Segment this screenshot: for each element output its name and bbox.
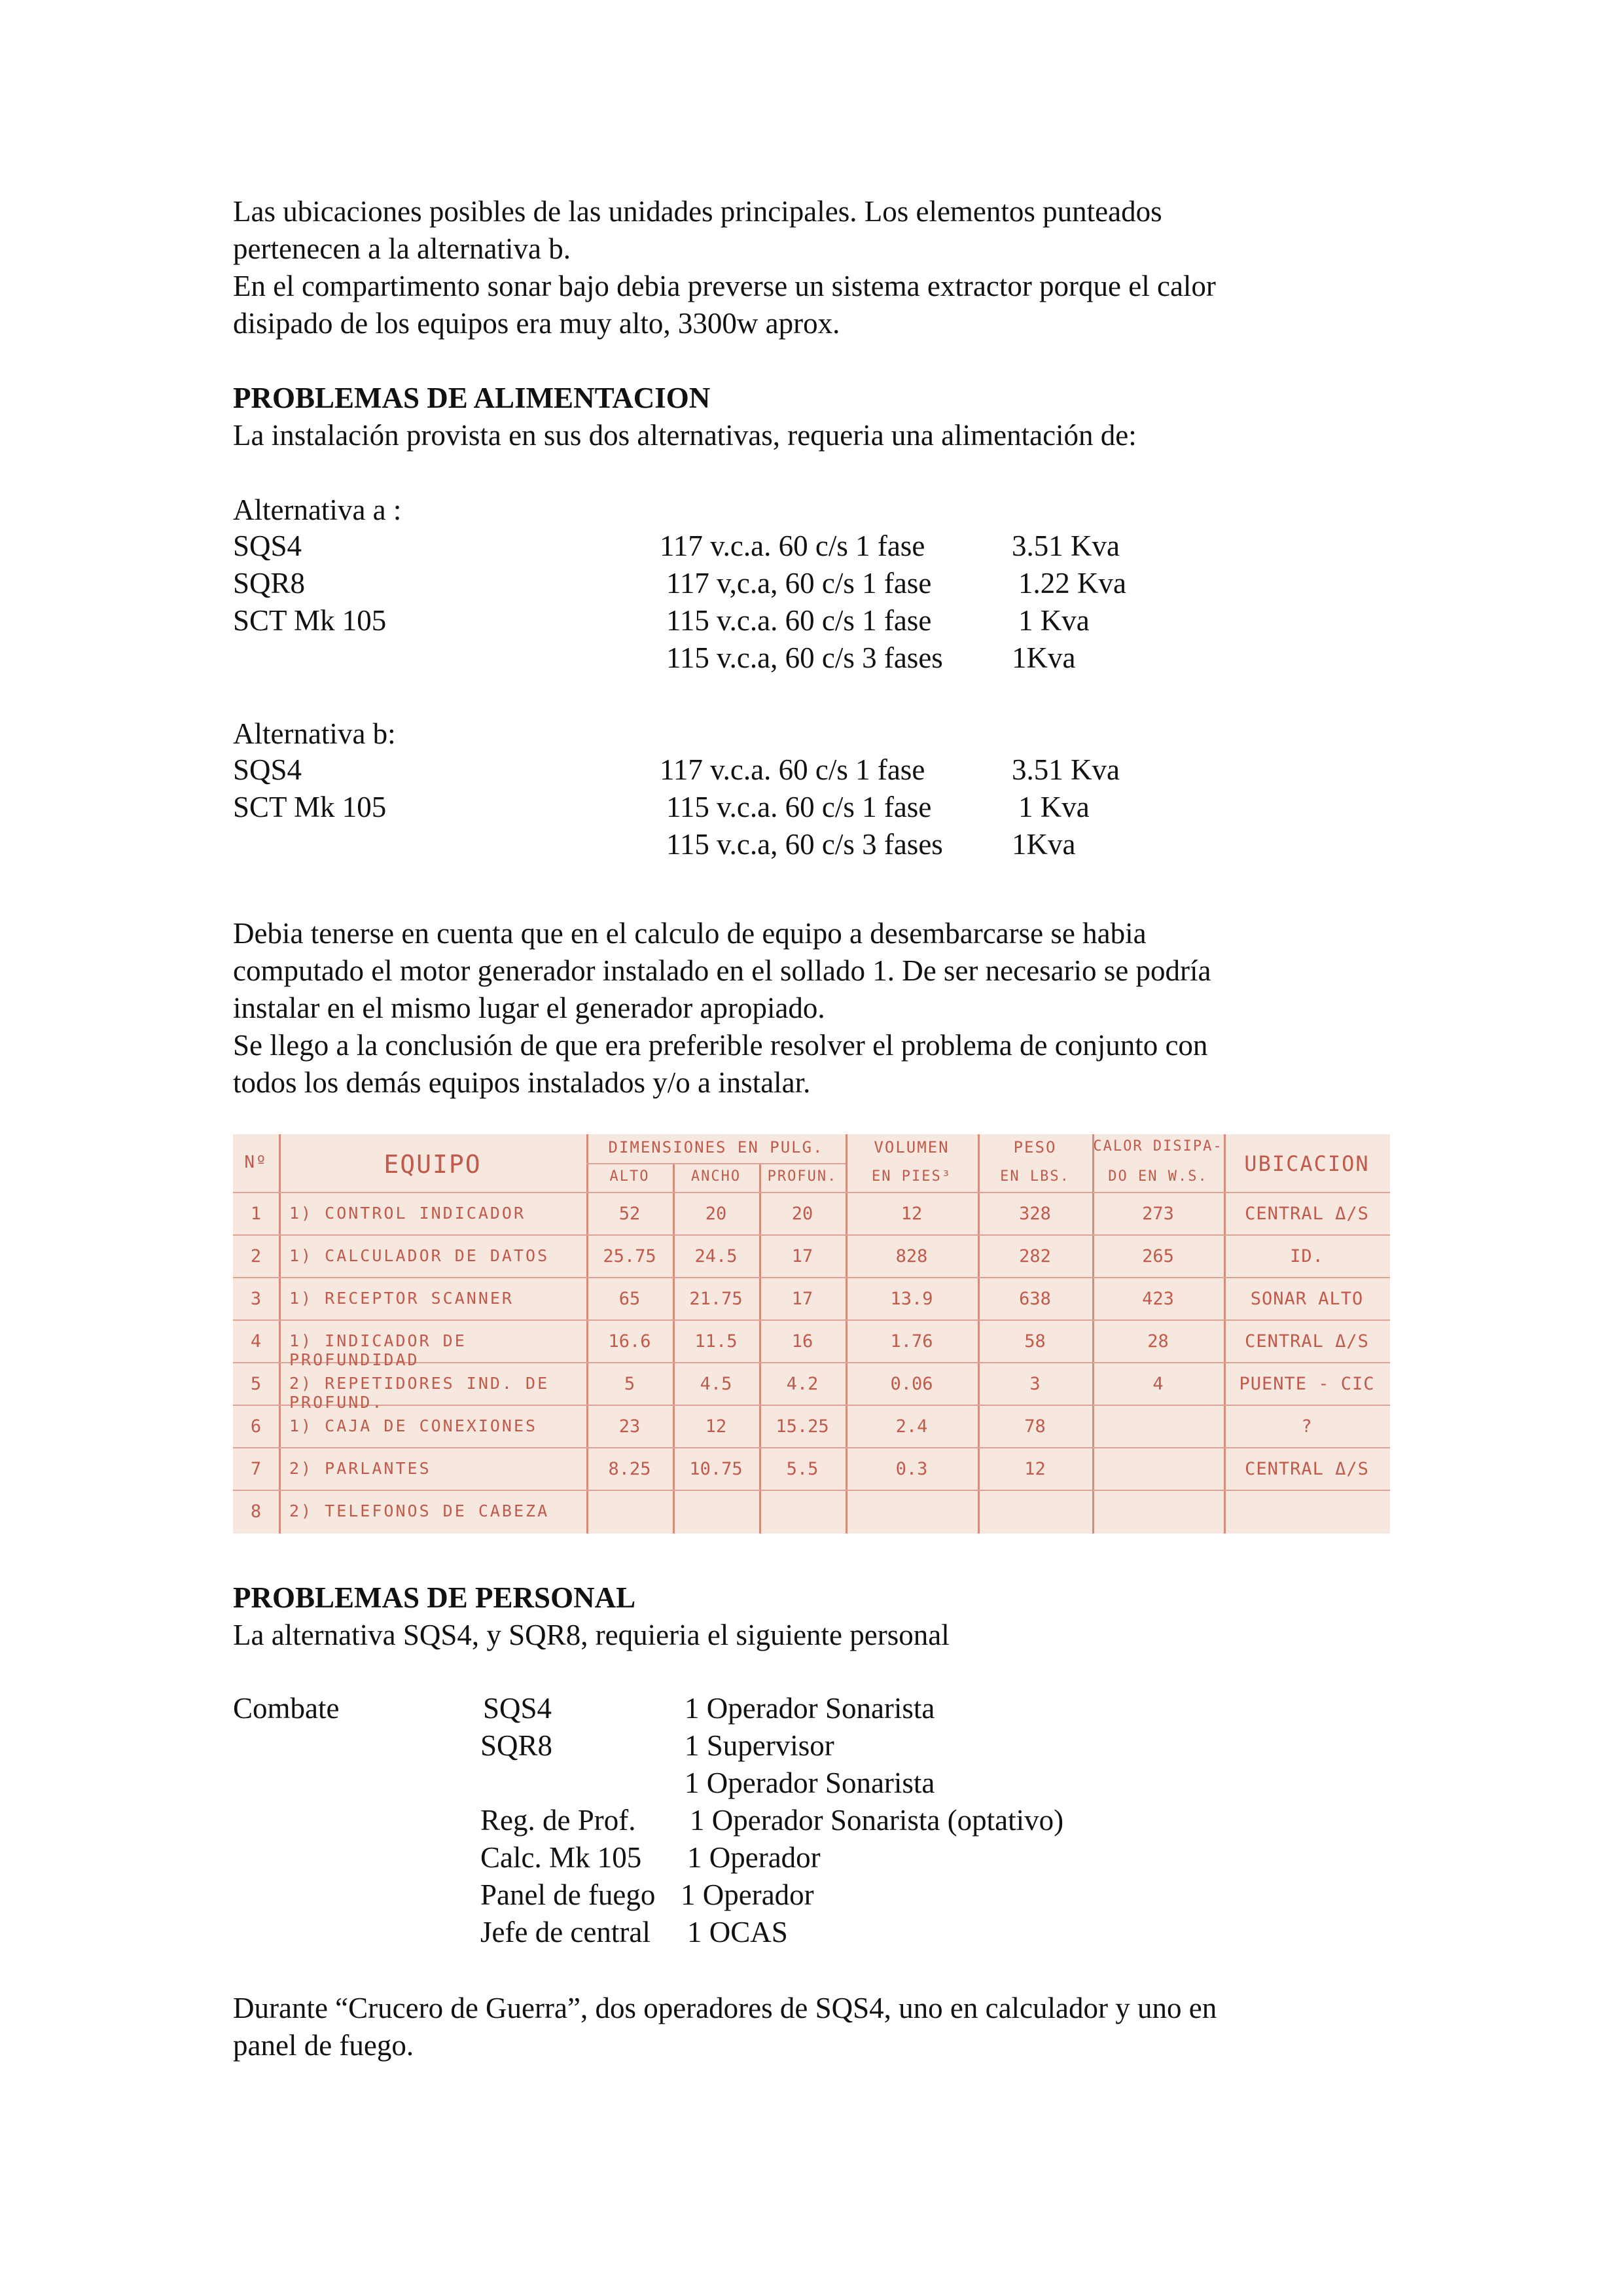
table-cell-no: 6 — [250, 1416, 262, 1437]
alt-a-equipo: SCT Mk 105 — [233, 604, 387, 637]
table-cell-no: 4 — [250, 1331, 262, 1352]
heading-alimentacion: PROBLEMAS DE ALIMENTACION — [233, 382, 711, 414]
col-header-ubicacion: UBICACION — [1244, 1151, 1370, 1176]
table-cell-ancho: 11.5 — [694, 1331, 738, 1352]
col-header-volumen-unit: EN PIES³ — [872, 1168, 952, 1185]
table-cell-ancho: 10.75 — [689, 1459, 743, 1479]
alt-b-kva: 3.51 Kva — [1012, 753, 1120, 786]
conclusion-line: computado el motor generador instalado en el sollado 1. De ser necesario se podría — [233, 954, 1211, 987]
table-cell-profun: 17 — [791, 1289, 813, 1309]
table-cell-ancho: 24.5 — [694, 1246, 738, 1266]
table-cell-volumen: 1.76 — [890, 1331, 933, 1352]
table-cell-alto: 25.75 — [603, 1246, 656, 1266]
col-header-no: Nº — [244, 1153, 268, 1172]
personal-role: 1 Operador Sonarista — [685, 1767, 935, 1799]
alimentacion-intro: La instalación provista en sus dos alternativas, requeria una alimentación de: — [233, 419, 1137, 452]
personal-role: 1 OCAS — [687, 1916, 788, 1948]
conclusion-line: Debia tenerse en cuenta que en el calculo de equipo a desembarcarse se habia — [233, 917, 1147, 950]
table-cell-ancho: 21.75 — [689, 1289, 743, 1309]
alt-b-title: Alternativa b: — [233, 717, 396, 750]
intro-line: En el compartimento sonar bajo debia preverse un sistema extractor porque el calor — [233, 270, 1216, 302]
table-cell-no: 3 — [250, 1289, 262, 1309]
personal-role: 1 Operador — [681, 1878, 814, 1911]
personal-equipo: SQR8 — [480, 1729, 553, 1762]
intro-line: pertenecen a la alternativa b. — [233, 232, 571, 265]
alt-a-kva: 3.51 Kva — [1012, 529, 1120, 562]
intro-line: disipado de los equipos era muy alto, 3300w aprox. — [233, 307, 840, 340]
alt-a-equipo: SQS4 — [233, 529, 302, 562]
table-cell-ubicacion: SONAR ALTO — [1250, 1289, 1364, 1309]
table-cell-equipo: 1) CAJA DE CONEXIONES — [289, 1416, 538, 1435]
table-cell-volumen: 2.4 — [895, 1416, 928, 1437]
col-header-ancho: ANCHO — [690, 1168, 741, 1185]
table-cell-calor: 4 — [1152, 1374, 1164, 1394]
table-cell-profun: 15.25 — [776, 1416, 829, 1437]
table-cell-volumen: 12 — [901, 1204, 923, 1224]
alt-a-spec: 117 v.c.a. 60 c/s 1 fase — [660, 529, 925, 562]
table-cell-equipo: 1) RECEPTOR SCANNER — [289, 1289, 514, 1308]
table-cell-alto: 16.6 — [608, 1331, 651, 1352]
table-cell-peso: 78 — [1024, 1416, 1046, 1437]
table-cell-ancho: 12 — [705, 1416, 727, 1437]
table-cell-profun: 4.2 — [786, 1374, 819, 1394]
table-cell-equipo: 1) CONTROL INDICADOR — [289, 1204, 526, 1223]
table-cell-peso: 3 — [1029, 1374, 1041, 1394]
conclusion-line: Se llego a la conclusión de que era preferible resolver el problema de conjunto con — [233, 1029, 1208, 1062]
table-cell-profun: 20 — [791, 1204, 813, 1224]
closing-line: panel de fuego. — [233, 2029, 414, 2062]
table-cell-equipo: 2) TELEFONOS DE CABEZA — [289, 1501, 550, 1520]
table-cell-alto: 65 — [618, 1289, 641, 1309]
alt-b-equipo: SCT Mk 105 — [233, 791, 387, 823]
table-cell-ancho: 20 — [705, 1204, 727, 1224]
table-cell-peso: 58 — [1024, 1331, 1046, 1352]
col-header-profun: PROFUN. — [767, 1168, 838, 1185]
table-cell-no: 5 — [250, 1374, 262, 1394]
conclusion-line: todos los demás equipos instalados y/o a instalar. — [233, 1066, 811, 1099]
personal-role: 1 Supervisor — [685, 1729, 834, 1762]
table-cell-equipo: 1) CALCULADOR DE DATOS — [289, 1246, 550, 1265]
alt-a-spec: 117 v,c.a, 60 c/s 1 fase — [666, 567, 932, 600]
col-header-alto: ALTO — [609, 1168, 650, 1185]
personal-role: 1 Operador Sonarista — [685, 1692, 935, 1725]
table-cell-peso: 328 — [1019, 1204, 1051, 1224]
table-cell-volumen: 0.06 — [890, 1374, 933, 1394]
personal-equipo: Panel de fuego — [480, 1878, 656, 1911]
table-cell-profun: 5.5 — [786, 1459, 819, 1479]
table-cell-ubicacion: PUENTE - CIC — [1239, 1374, 1375, 1394]
table-cell-alto: 52 — [618, 1204, 641, 1224]
table-cell-peso: 282 — [1019, 1246, 1051, 1266]
table-cell-ubicacion: CENTRAL Δ/S — [1245, 1331, 1369, 1352]
table-cell-no: 7 — [250, 1459, 262, 1479]
alt-b-spec: 115 v.c.a. 60 c/s 1 fase — [666, 791, 932, 823]
col-header-volumen: VOLUMEN — [874, 1138, 950, 1157]
alt-b-spec: 115 v.c.a, 60 c/s 3 fases — [666, 828, 943, 861]
table-cell-equipo: 2) REPETIDORES IND. DE PROFUND. — [289, 1374, 550, 1412]
table-cell-no: 2 — [250, 1246, 262, 1266]
table-cell-volumen: 13.9 — [890, 1289, 933, 1309]
table-cell-equipo: 2) PARLANTES — [289, 1459, 431, 1478]
table-cell-volumen: 0.3 — [895, 1459, 928, 1479]
table-cell-peso: 638 — [1019, 1289, 1051, 1309]
table-cell-no: 8 — [250, 1501, 262, 1522]
table-cell-no: 1 — [250, 1204, 262, 1224]
col-header-peso: PESO — [1013, 1138, 1057, 1157]
col-header-peso-unit: EN LBS. — [1000, 1168, 1070, 1185]
table-cell-ubicacion: CENTRAL Δ/S — [1245, 1204, 1369, 1224]
alt-b-equipo: SQS4 — [233, 753, 302, 786]
table-cell-alto: 8.25 — [608, 1459, 651, 1479]
col-header-calor: CALOR DISIPA- — [1093, 1138, 1223, 1155]
alt-a-kva: 1 Kva — [1018, 604, 1090, 637]
alt-a-spec: 115 v.c.a. 60 c/s 1 fase — [666, 604, 932, 637]
table-cell-ubicacion: ? — [1301, 1416, 1313, 1437]
table-cell-profun: 17 — [791, 1246, 813, 1266]
col-header-equipo: EQUIPO — [383, 1150, 482, 1179]
alt-a-title: Alternativa a : — [233, 493, 402, 526]
alt-a-kva: 1.22 Kva — [1018, 567, 1126, 600]
personal-intro: La alternativa SQS4, y SQR8, requieria el siguiente personal — [233, 1619, 950, 1651]
alt-b-kva: 1Kva — [1012, 828, 1076, 861]
alt-b-spec: 117 v.c.a. 60 c/s 1 fase — [660, 753, 925, 786]
personal-equipo: Calc. Mk 105 — [480, 1841, 642, 1874]
intro-line: Las ubicaciones posibles de las unidades principales. Los elementos punteados — [233, 195, 1162, 228]
alt-b-kva: 1 Kva — [1018, 791, 1090, 823]
table-cell-ubicacion: ID. — [1290, 1246, 1324, 1266]
table-cell-peso: 12 — [1024, 1459, 1046, 1479]
alt-a-kva: 1Kva — [1012, 641, 1076, 674]
heading-personal: PROBLEMAS DE PERSONAL — [233, 1581, 636, 1614]
table-cell-volumen: 828 — [895, 1246, 928, 1266]
table-cell-calor: 273 — [1142, 1204, 1174, 1224]
table-cell-alto: 23 — [618, 1416, 641, 1437]
col-header-dimensiones: DIMENSIONES EN PULG. — [608, 1138, 824, 1157]
table-cell-calor: 423 — [1142, 1289, 1174, 1309]
table-cell-calor: 265 — [1142, 1246, 1174, 1266]
personal-role: 1 Operador — [687, 1841, 821, 1874]
table-cell-profun: 16 — [791, 1331, 813, 1352]
table-cell-ubicacion: CENTRAL Δ/S — [1245, 1459, 1369, 1479]
personal-equipo: Jefe de central — [480, 1916, 651, 1948]
table-cell-equipo: 1) INDICADOR DE PROFUNDIDAD — [289, 1331, 467, 1369]
personal-equipo: Reg. de Prof. — [480, 1804, 636, 1837]
equipment-table-scan — [233, 1134, 1390, 1534]
personal-equipo: SQS4 — [483, 1692, 552, 1725]
col-header-calor-unit: DO EN W.S. — [1108, 1168, 1208, 1185]
alt-a-spec: 115 v.c.a, 60 c/s 3 fases — [666, 641, 943, 674]
alt-a-equipo: SQR8 — [233, 567, 306, 600]
table-cell-ancho: 4.5 — [700, 1374, 732, 1394]
conclusion-line: instalar en el mismo lugar el generador apropiado. — [233, 992, 825, 1024]
personal-role: 1 Operador Sonarista (optativo) — [690, 1804, 1064, 1837]
table-cell-alto: 5 — [624, 1374, 635, 1394]
closing-line: Durante “Crucero de Guerra”, dos operadores de SQS4, uno en calculador y uno en — [233, 1992, 1217, 2024]
combate-label: Combate — [233, 1692, 340, 1725]
table-cell-calor: 28 — [1147, 1331, 1169, 1352]
